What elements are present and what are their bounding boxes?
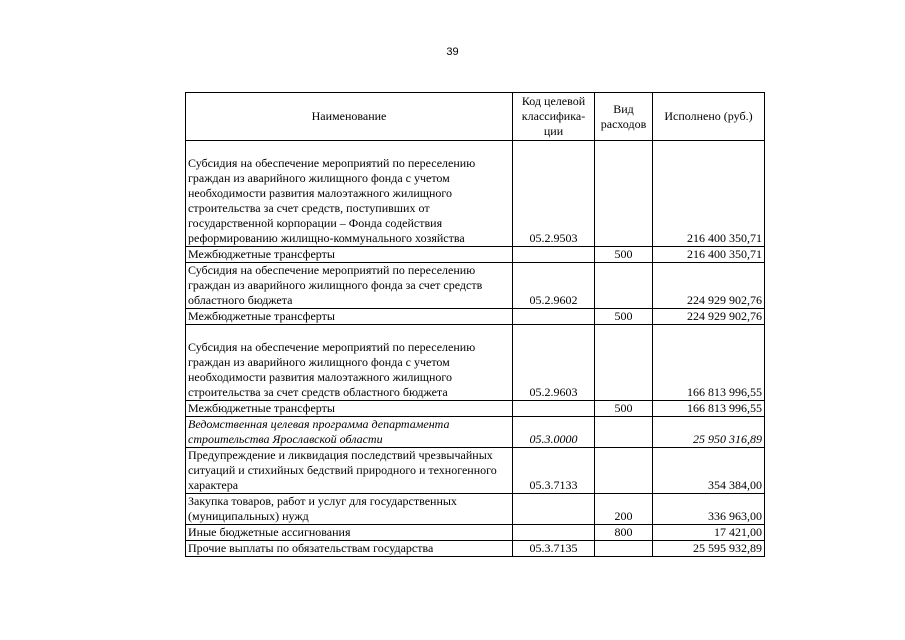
table-row — [186, 401, 765, 417]
table-row — [186, 309, 765, 325]
row-name-text: Субсидия на обеспечение мероприятий по переселению граждан из аварийного жилищного фонда с учетом необходимости развития малоэтажного жилищного строительства за счет средств областного бюджета — [188, 340, 476, 399]
row-name-text: Субсидия на обеспечение мероприятий по переселению граждан из аварийного жилищного фонда с учетом необходимости развития малоэтажного жилищного строительства за счет средств, поступивших от государственной корпорации – Фонда содействия реформированию жилищно-коммунального хозяйства — [188, 156, 476, 245]
row-amount: 166 813 996,55 — [653, 401, 765, 417]
table-row — [186, 541, 765, 557]
row-type — [595, 448, 653, 494]
table-row — [186, 325, 765, 401]
row-amount: 354 384,00 — [653, 448, 765, 494]
row-name: Закупка товаров, работ и услуг для государственных (муниципальных) нужд — [186, 494, 513, 525]
row-type — [595, 141, 653, 247]
row-amount: 224 929 902,76 — [653, 263, 765, 309]
spacer — [188, 325, 510, 340]
row-code — [513, 525, 595, 541]
row-amount: 216 400 350,71 — [653, 247, 765, 263]
row-type — [595, 417, 653, 448]
row-code: 05.2.9503 — [513, 141, 595, 247]
row-type: 500 — [595, 309, 653, 325]
table-row — [186, 525, 765, 541]
row-type: 200 — [595, 494, 653, 525]
row-amount: 25 950 316,89 — [653, 417, 765, 448]
row-type — [595, 263, 653, 309]
table-row-program — [186, 417, 765, 448]
row-name — [186, 141, 513, 247]
row-name: Предупреждение и ликвидация последствий чрезвычайных ситуаций и стихийных бедствий природного и техногенного характера — [186, 448, 513, 494]
row-type — [595, 325, 653, 401]
spacer — [188, 141, 510, 156]
row-code — [513, 401, 595, 417]
row-name: Иные бюджетные ассигнования — [186, 525, 513, 541]
table-row — [186, 141, 765, 247]
row-code — [513, 309, 595, 325]
row-code: 05.2.9603 — [513, 325, 595, 401]
row-type: 800 — [595, 525, 653, 541]
page-number: 39 — [446, 46, 459, 58]
row-amount: 336 963,00 — [653, 494, 765, 525]
row-code: 05.3.7133 — [513, 448, 595, 494]
table-row — [186, 448, 765, 494]
row-amount: 166 813 996,55 — [653, 325, 765, 401]
row-name: Субсидия на обеспечение мероприятий по переселению граждан из аварийного жилищного фонда за счет средств областного бюджета — [186, 263, 513, 309]
row-type: 500 — [595, 401, 653, 417]
table-row — [186, 494, 765, 525]
budget-table — [185, 92, 765, 557]
header-amount: Исполнено (руб.) — [653, 93, 765, 141]
row-amount: 224 929 902,76 — [653, 309, 765, 325]
table-header-row — [186, 93, 765, 141]
row-code — [513, 247, 595, 263]
row-type: 500 — [595, 247, 653, 263]
table-row — [186, 247, 765, 263]
row-code — [513, 494, 595, 525]
header-name: Наименование — [186, 93, 513, 141]
row-code: 05.2.9602 — [513, 263, 595, 309]
row-name: Межбюджетные трансферты — [186, 309, 513, 325]
row-name — [186, 325, 513, 401]
row-type — [595, 541, 653, 557]
header-code: Код целевой классифика-ции — [513, 93, 595, 141]
header-type: Вид расходов — [595, 93, 653, 141]
row-name: Ведомственная целевая программа департамента строительства Ярославской области — [186, 417, 513, 448]
table-row — [186, 263, 765, 309]
row-name: Межбюджетные трансферты — [186, 401, 513, 417]
row-amount: 17 421,00 — [653, 525, 765, 541]
row-amount: 25 595 932,89 — [653, 541, 765, 557]
row-name: Межбюджетные трансферты — [186, 247, 513, 263]
row-code: 05.3.0000 — [513, 417, 595, 448]
row-code: 05.3.7135 — [513, 541, 595, 557]
row-name: Прочие выплаты по обязательствам государства — [186, 541, 513, 557]
row-amount: 216 400 350,71 — [653, 141, 765, 247]
